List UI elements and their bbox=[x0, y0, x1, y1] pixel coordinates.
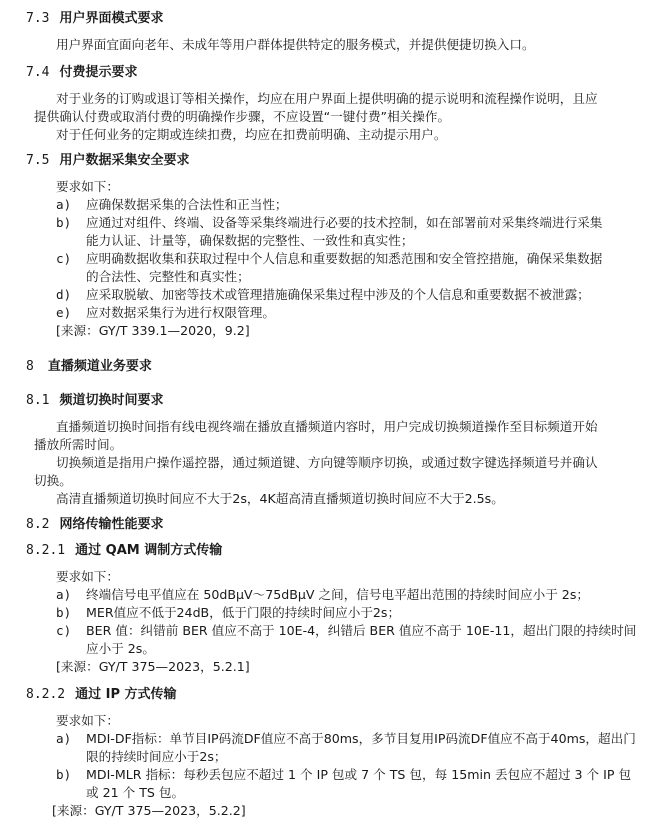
list-text: 应明确数据收集和获取过程中个人信息和重要数据的知悉范围和安全管控措施，确保采集数据 bbox=[86, 251, 603, 266]
heading-title: 用户界面模式要求 bbox=[59, 11, 164, 26]
list-text: 应小于 2s。 bbox=[86, 641, 155, 656]
list-text: MDI-MLR 指标：每秒丢包应不超过 1 个 IP 包或 7 个 TS 包，每 15min 丢包应不超过 3 个 IP 包 bbox=[86, 767, 632, 782]
list-marker: a) bbox=[56, 197, 72, 212]
list-text: 的合法性、完整性和真实性； bbox=[86, 269, 250, 284]
heading-8-1 bbox=[26, 392, 164, 410]
source-citation: [来源：GY/T 339.1—2020，9.2] bbox=[56, 323, 250, 338]
source-citation: [来源：GY/T 375—2023，5.2.2] bbox=[52, 803, 246, 818]
paragraph-line: 用户界面宜面向老年、未成年等用户群体提供特定的服务模式，并提供便捷切换入口。 bbox=[56, 37, 535, 52]
paragraph-line: 提供确认付费或取消付费的明确操作步骤，不应设置“一键付费”相关操作。 bbox=[34, 109, 451, 124]
list-text: 应采取脱敏、加密等技术或管理措施确保采集过程中涉及的个人信息和重要数据不被泄露； bbox=[86, 287, 590, 302]
heading-7-3 bbox=[26, 10, 164, 28]
heading-number: 8.2.1 bbox=[26, 543, 66, 558]
paragraph-line: 切换。 bbox=[34, 473, 72, 488]
list-text: MER值应不低于24dB，低于门限的持续时间应小于2s； bbox=[86, 605, 401, 620]
list-marker: c) bbox=[56, 623, 72, 638]
heading-number: 7.5 bbox=[26, 153, 50, 168]
paragraph-line: 高清直播频道切换时间应不大于2s，4K超高清直播频道切换时间应不大于2.5s。 bbox=[56, 491, 504, 506]
heading-7-4 bbox=[26, 64, 138, 82]
heading-number: 8.2.2 bbox=[26, 687, 66, 702]
list-marker: c) bbox=[56, 251, 72, 266]
list-text: BER 值：纠错前 BER 值应不高于 10E-4，纠错后 BER 值应不高于 10E-11，超出门限的持续时间 bbox=[86, 623, 637, 638]
list-marker: a) bbox=[56, 731, 72, 746]
list-intro: 要求如下： bbox=[56, 713, 119, 728]
heading-8-2-1 bbox=[26, 542, 222, 560]
list-text: 应对数据采集行为进行权限管理。 bbox=[86, 305, 275, 320]
heading-title: 直播频道业务要求 bbox=[47, 359, 152, 374]
heading-title: 通过 QAM 调制方式传输 bbox=[75, 543, 223, 558]
heading-title: 通过 IP 方式传输 bbox=[75, 687, 177, 702]
list-text: 或 21 个 TS 包。 bbox=[86, 785, 185, 800]
list-text: MDI-DF指标：单节目IP码流DF值应不高于80ms，多节目复用IP码流DF值应不高于40ms，超出门 bbox=[86, 731, 636, 746]
heading-7-5 bbox=[26, 152, 190, 170]
heading-8 bbox=[26, 358, 152, 376]
list-text: 终端信号电平值应在 50dBμV～75dBμV 之间，信号电平超出范围的持续时间应小于 2s； bbox=[86, 587, 589, 602]
list-text: 应确保数据采集的合法性和正当性； bbox=[86, 197, 288, 212]
heading-number: 8.1 bbox=[26, 393, 50, 408]
heading-number: 8 bbox=[26, 359, 34, 374]
paragraph-line: 对于业务的订购或退订等相关操作，均应在用户界面上提供明确的提示说明和流程操作说明，且应 bbox=[56, 91, 598, 106]
paragraph-line: 切换频道是指用户操作遥控器，通过频道键、方向键等顺序切换，或通过数字键选择频道号并确认 bbox=[56, 455, 598, 470]
list-marker: d) bbox=[56, 287, 72, 302]
heading-number: 8.2 bbox=[26, 517, 50, 532]
list-marker: e) bbox=[56, 305, 72, 320]
list-intro: 要求如下： bbox=[56, 569, 119, 584]
heading-title: 网络传输性能要求 bbox=[59, 517, 164, 532]
source-citation: [来源：GY/T 375—2023，5.2.1] bbox=[56, 659, 250, 674]
heading-title: 付费提示要求 bbox=[59, 65, 138, 80]
list-text: 能力认证、计量等，确保数据的完整性、一致性和真实性； bbox=[86, 233, 414, 248]
list-marker: b) bbox=[56, 215, 72, 230]
heading-title: 频道切换时间要求 bbox=[59, 393, 164, 408]
list-marker: b) bbox=[56, 767, 72, 782]
list-text: 应通过对组件、终端、设备等采集终端进行必要的技术控制，如在部署前对采集终端进行采集 bbox=[86, 215, 603, 230]
heading-number: 7.4 bbox=[26, 65, 50, 80]
list-text: 限的持续时间应小于2s； bbox=[86, 749, 227, 764]
heading-title: 用户数据采集安全要求 bbox=[59, 153, 190, 168]
heading-8-2 bbox=[26, 516, 164, 534]
list-marker: a) bbox=[56, 587, 72, 602]
heading-8-2-2 bbox=[26, 686, 177, 704]
paragraph-line: 播放所需时间。 bbox=[34, 437, 123, 452]
heading-number: 7.3 bbox=[26, 11, 50, 26]
list-marker: b) bbox=[56, 605, 72, 620]
list-intro: 要求如下： bbox=[56, 179, 119, 194]
paragraph-line: 直播频道切换时间指有线电视终端在播放直播频道内容时，用户完成切换频道操作至目标频道开始 bbox=[56, 419, 598, 434]
paragraph-line: 对于任何业务的定期或连续扣费，均应在扣费前明确、主动提示用户。 bbox=[56, 127, 447, 142]
